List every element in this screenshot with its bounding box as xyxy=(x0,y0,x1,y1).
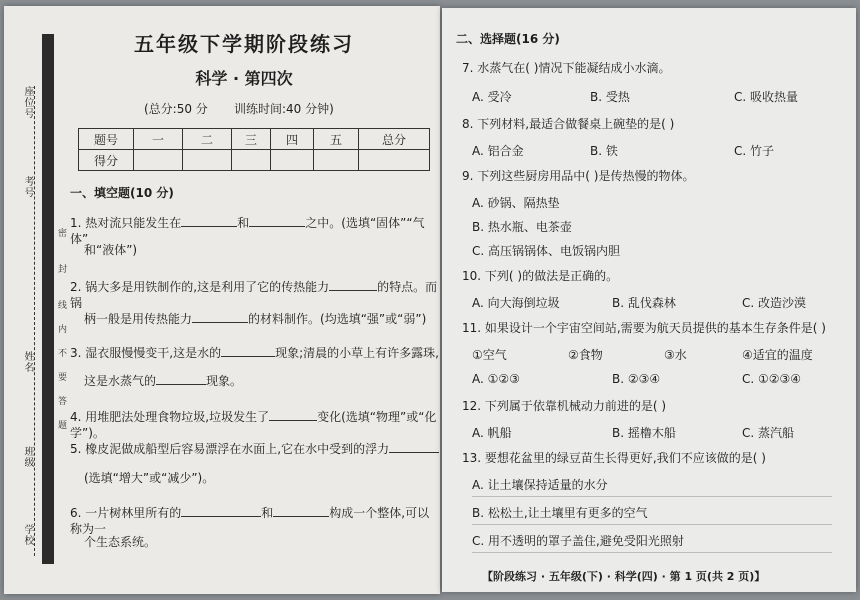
name-label: 姓名 xyxy=(22,351,33,373)
option-c[interactable]: C. 用不透明的罩子盖住,避免受阳光照射 xyxy=(472,534,684,548)
question-3-cont: 这是水蒸气的 现象。 xyxy=(84,374,243,388)
option-a[interactable]: A. 帆船 xyxy=(472,426,512,440)
condition-item: ②食物 xyxy=(568,348,603,362)
question-7: 7. 水蒸气在( )情况下能凝结成小水滴。 xyxy=(462,61,671,75)
score-header: 四 xyxy=(271,129,314,150)
total-score: (总分:50 分 xyxy=(144,102,208,116)
score-table xyxy=(78,128,430,171)
score-header: 二 xyxy=(183,129,232,150)
score-cell[interactable] xyxy=(183,150,232,171)
question-2: 2. 锅大多是用铁制作的,这是利用了它的传热能力 的特点。而锅 xyxy=(70,280,438,310)
section-multiple-choice: 二、选择题(16 分) xyxy=(456,32,560,46)
option-a[interactable]: A. 受冷 xyxy=(472,90,512,104)
answer-blank[interactable] xyxy=(221,344,275,357)
score-header: 总分 xyxy=(359,129,430,150)
seal-char: 要 xyxy=(58,373,68,383)
answer-blank[interactable] xyxy=(269,408,317,421)
option-b[interactable]: B. 摇橹木船 xyxy=(612,426,676,440)
option-b[interactable]: B. 乱伐森林 xyxy=(612,296,676,310)
page-footer: 【阶段练习 · 五年级(下) · 科学(四) · 第 1 页(共 2 页)】 xyxy=(482,570,766,583)
question-9: 9. 下列这些厨房用品中( )是传热慢的物体。 xyxy=(462,169,695,183)
question-2-cont: 柄一般是用传热能力 的材料制作。(均选填“强”或“弱”) xyxy=(84,312,427,326)
score-cell[interactable] xyxy=(271,150,314,171)
page-subtitle: 科学 · 第四次 xyxy=(195,69,293,88)
score-row-label: 得分 xyxy=(79,150,134,171)
right-page xyxy=(442,8,856,592)
option-c[interactable]: C. 吸收热量 xyxy=(734,90,799,104)
seal-char: 密 xyxy=(58,229,68,239)
question-10: 10. 下列( )的做法是正确的。 xyxy=(462,269,619,283)
seal-char: 内 xyxy=(58,325,68,335)
score-header: 题号 xyxy=(79,129,134,150)
score-header: 一 xyxy=(134,129,183,150)
question-8: 8. 下列材料,最适合做餐桌上碗垫的是( ) xyxy=(462,117,675,131)
answer-blank[interactable] xyxy=(249,214,305,227)
option-a[interactable]: A. 砂锅、隔热垫 xyxy=(472,196,560,210)
score-header: 五 xyxy=(314,129,359,150)
score-cell[interactable] xyxy=(314,150,359,171)
exam-no-label: 考号 xyxy=(22,176,33,198)
option-c[interactable]: C. 改造沙漠 xyxy=(742,296,807,310)
option-a[interactable]: A. 铝合金 xyxy=(472,144,524,158)
option-b[interactable]: B. 受热 xyxy=(590,90,630,104)
condition-item: ④适宜的温度 xyxy=(742,348,813,362)
condition-item: ③水 xyxy=(664,348,687,362)
question-5-cont: (选填“增大”或“减少”)。 xyxy=(84,471,215,485)
option-b[interactable]: B. 热水瓶、电茶壶 xyxy=(472,220,572,234)
question-1: 1. 热对流只能发生在 和 之中。(选填“固体”“气体” xyxy=(70,216,425,246)
divider xyxy=(472,496,832,497)
option-b[interactable]: B. 铁 xyxy=(590,144,618,158)
option-c[interactable]: C. 竹子 xyxy=(734,144,775,158)
seal-char: 题 xyxy=(58,421,68,431)
score-cell[interactable] xyxy=(134,150,183,171)
option-a[interactable]: A. ①②③ xyxy=(472,372,520,386)
score-header: 三 xyxy=(232,129,271,150)
seal-char: 答 xyxy=(58,397,68,407)
answer-blank[interactable] xyxy=(181,504,261,517)
option-c[interactable]: C. 高压锅锅体、电饭锅内胆 xyxy=(472,244,621,258)
option-b[interactable]: B. 松松土,让土壤里有更多的空气 xyxy=(472,506,648,520)
divider xyxy=(472,524,832,525)
question-3: 3. 湿衣服慢慢变干,这是水的 现象;清晨的小草上有许多露珠, xyxy=(70,346,439,360)
question-5: 5. 橡皮泥做成船型后容易漂浮在水面上,它在水中受到的浮力 xyxy=(70,440,439,457)
option-c[interactable]: C. 蒸汽船 xyxy=(742,426,795,440)
question-13: 13. 要想花盆里的绿豆苗生长得更好,我们不应该做的是( ) xyxy=(462,451,766,465)
option-c[interactable]: C. ①②③④ xyxy=(742,372,802,386)
question-11: 11. 如果设计一个宇宙空间站,需要为航天员提供的基本生存条件是( ) xyxy=(462,321,826,335)
class-label: 班级 xyxy=(22,446,33,468)
answer-blank[interactable] xyxy=(192,310,248,323)
question-1-cont: 和“液体”) xyxy=(84,243,138,257)
seal-line xyxy=(34,86,35,556)
school-label: 学校 xyxy=(22,524,33,546)
answer-blank[interactable] xyxy=(389,440,439,453)
score-cell[interactable] xyxy=(232,150,271,171)
option-a[interactable]: A. 让土壤保持适量的水分 xyxy=(472,478,608,492)
answer-blank[interactable] xyxy=(181,214,237,227)
divider xyxy=(472,552,832,553)
score-cell[interactable] xyxy=(359,150,430,171)
time-limit: 训练时间:40 分钟) xyxy=(234,102,334,116)
seal-char: 线 xyxy=(58,301,68,311)
answer-blank[interactable] xyxy=(273,504,329,517)
seat-no-label: 座位号 xyxy=(22,86,33,119)
question-6: 6. 一片树林里所有的 和 构成一个整体,可以称为一 xyxy=(70,506,430,536)
seal-char: 不 xyxy=(58,349,68,359)
answer-blank[interactable] xyxy=(329,278,377,291)
option-a[interactable]: A. 向大海倒垃圾 xyxy=(472,296,560,310)
question-12: 12. 下列属于依靠机械动力前进的是( ) xyxy=(462,399,667,413)
left-page xyxy=(4,6,440,594)
seal-char: 封 xyxy=(58,265,68,275)
question-6-cont: 个生态系统。 xyxy=(84,535,157,549)
page-title: 五年级下学期阶段练习 xyxy=(134,32,354,56)
section-fill-blank: 一、填空题(10 分) xyxy=(70,186,174,200)
condition-item: ①空气 xyxy=(472,348,507,362)
question-4: 4. 用堆肥法处理食物垃圾,垃圾发生了 变化(选填“物理”或“化学”)。 xyxy=(70,410,437,440)
binding-bar xyxy=(42,34,54,564)
option-b[interactable]: B. ②③④ xyxy=(612,372,661,386)
answer-blank[interactable] xyxy=(156,372,206,385)
